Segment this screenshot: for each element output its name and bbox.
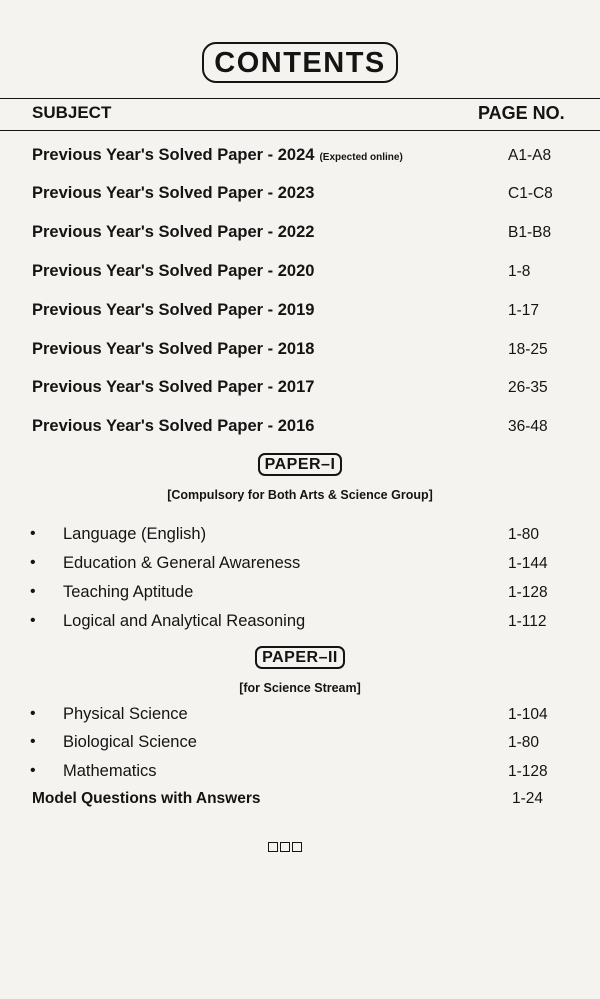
toc-entry-label: Previous Year's Solved Paper - 2020 bbox=[32, 262, 315, 280]
toc-entry-label: Previous Year's Solved Paper - 2017 bbox=[32, 378, 315, 396]
item-pages: 1-128 bbox=[508, 584, 548, 601]
header-top-rule bbox=[0, 98, 600, 99]
toc-entry-2024[interactable] bbox=[0, 146, 600, 170]
paper1-badge: PAPER–I bbox=[258, 453, 343, 476]
end-of-section-icon bbox=[268, 842, 302, 852]
toc-entry-2018[interactable] bbox=[0, 340, 600, 364]
paper1-item-education[interactable] bbox=[0, 554, 600, 576]
toc-entry-label: Previous Year's Solved Paper - 2023 bbox=[32, 184, 315, 202]
toc-entry-pages: C1-C8 bbox=[508, 185, 553, 202]
item-label: Teaching Aptitude bbox=[63, 583, 194, 601]
toc-entry-pages: 26-35 bbox=[508, 379, 548, 396]
item-label: Language (English) bbox=[63, 525, 207, 543]
toc-entry-2020[interactable] bbox=[0, 262, 600, 286]
item-pages: 1-128 bbox=[508, 763, 548, 780]
item-pages: 1-104 bbox=[508, 706, 548, 723]
bullet: • bbox=[30, 733, 36, 750]
toc-entry-2019[interactable] bbox=[0, 301, 600, 325]
page-title: CONTENTS bbox=[202, 42, 398, 83]
toc-entry-pages: 36-48 bbox=[508, 418, 548, 435]
bullet: • bbox=[30, 554, 36, 571]
paper2-item-physical[interactable] bbox=[0, 705, 600, 727]
toc-entry-2022[interactable] bbox=[0, 223, 600, 247]
toc-entry-pages: A1-A8 bbox=[508, 147, 552, 164]
paper2-subtitle: [for Science Stream] bbox=[239, 681, 361, 695]
paper1-item-teaching[interactable] bbox=[0, 583, 600, 605]
bullet: • bbox=[30, 583, 36, 600]
toc-entry-pages: 1-24 bbox=[512, 790, 544, 807]
toc-entry-pages: 1-17 bbox=[508, 302, 540, 319]
toc-entry-label: Previous Year's Solved Paper - 2019 bbox=[32, 301, 315, 319]
paper2-item-mathematics[interactable] bbox=[0, 762, 600, 784]
item-label: Logical and Analytical Reasoning bbox=[63, 612, 306, 630]
item-pages: 1-80 bbox=[508, 734, 540, 751]
paper1-item-english[interactable] bbox=[0, 525, 600, 547]
subject-header: SUBJECT bbox=[32, 103, 112, 122]
item-label: Mathematics bbox=[63, 762, 157, 780]
item-pages: 1-112 bbox=[508, 613, 547, 630]
title-wrap bbox=[0, 42, 600, 83]
paper2-heading bbox=[0, 646, 600, 669]
paper1-subtitle: [Compulsory for Both Arts & Science Group] bbox=[167, 488, 433, 502]
paper1-item-reasoning[interactable] bbox=[0, 612, 600, 634]
paper2-item-biological[interactable] bbox=[0, 733, 600, 755]
toc-entry-2016[interactable] bbox=[0, 417, 600, 441]
bullet: • bbox=[30, 762, 36, 779]
square-icon bbox=[268, 842, 278, 852]
toc-entry-note: (Expected online) bbox=[319, 152, 403, 163]
bullet: • bbox=[30, 525, 36, 542]
toc-entry-label: Model Questions with Answers bbox=[32, 790, 261, 807]
toc-entry-2023[interactable] bbox=[0, 184, 600, 208]
page-no-header: PAGE NO. bbox=[478, 103, 565, 123]
toc-entry-2017[interactable] bbox=[0, 378, 600, 402]
toc-entry-pages: 1-8 bbox=[508, 263, 531, 280]
item-pages: 1-144 bbox=[508, 555, 548, 572]
toc-entry-model-questions[interactable] bbox=[0, 790, 600, 812]
item-label: Biological Science bbox=[63, 733, 197, 751]
toc-entry-label: Previous Year's Solved Paper - 2024 (Expected online) bbox=[32, 146, 403, 164]
square-icon bbox=[280, 842, 290, 852]
toc-entry-pages: 18-25 bbox=[508, 341, 548, 358]
square-icon bbox=[292, 842, 302, 852]
toc-entry-label: Previous Year's Solved Paper - 2022 bbox=[32, 223, 315, 241]
paper2-badge: PAPER–II bbox=[255, 646, 345, 669]
toc-entry-label: Previous Year's Solved Paper - 2018 bbox=[32, 340, 315, 358]
bullet: • bbox=[30, 612, 36, 629]
item-label: Physical Science bbox=[63, 705, 188, 723]
header-bottom-rule bbox=[0, 130, 600, 131]
bullet: • bbox=[30, 705, 36, 722]
toc-entry-label: Previous Year's Solved Paper - 2016 bbox=[32, 417, 315, 435]
paper1-heading bbox=[0, 453, 600, 476]
toc-entry-pages: B1-B8 bbox=[508, 224, 552, 241]
item-label: Education & General Awareness bbox=[63, 554, 301, 572]
item-pages: 1-80 bbox=[508, 526, 540, 543]
